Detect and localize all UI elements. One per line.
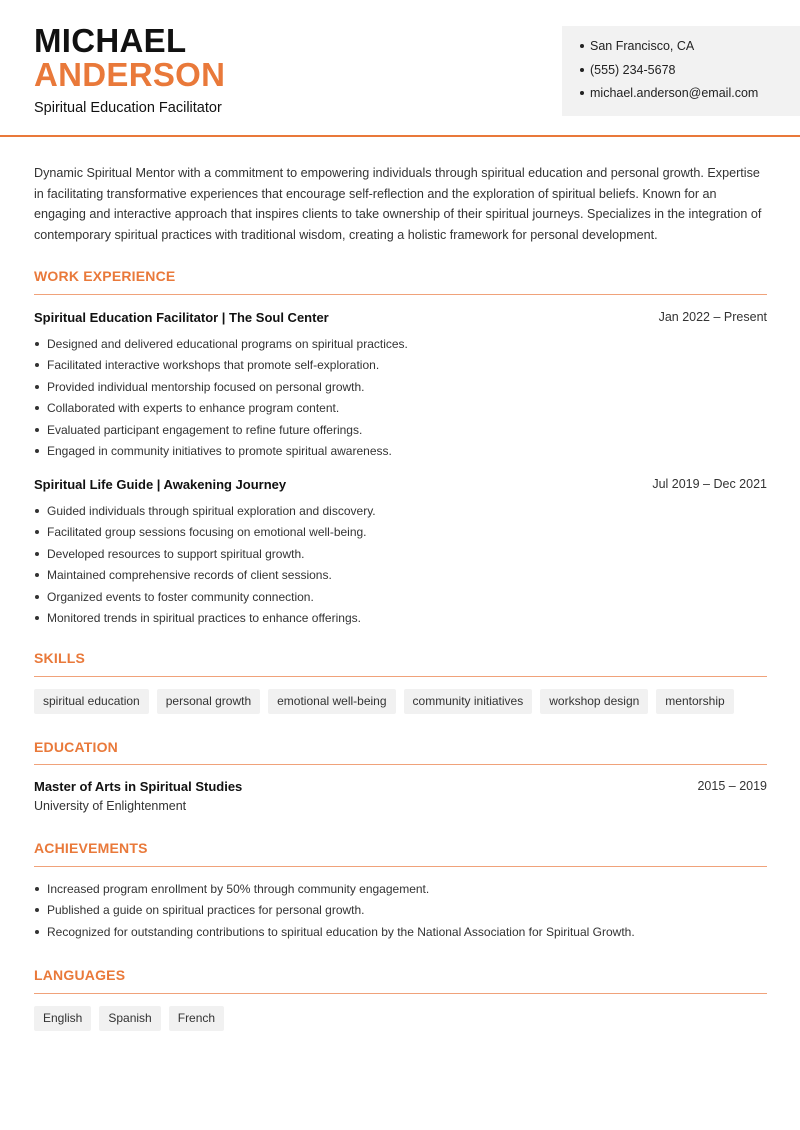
skill-tag: mentorship xyxy=(656,689,733,714)
achievement-bullets xyxy=(34,881,635,945)
list-item: Recognized for outstanding contributions to spiritual education by the National Association for Spiritual Growth. xyxy=(34,924,635,945)
list-item: Published a guide on spiritual practices for personal growth. xyxy=(34,902,635,923)
skill-tag: community initiatives xyxy=(404,689,533,714)
list-item: Maintained comprehensive records of client sessions. xyxy=(34,567,376,588)
list-item: Increased program enrollment by 50% through community engagement. xyxy=(34,881,635,902)
job-dates: Jul 2019 – Dec 2021 xyxy=(652,477,767,491)
resume-header xyxy=(0,0,800,137)
job-role: Spiritual Education Facilitator | The Soul Center xyxy=(34,310,329,325)
contact-box xyxy=(562,26,800,116)
education-school: University of Enlightenment xyxy=(34,799,187,813)
list-item: Provided individual mentorship focused on personal growth. xyxy=(34,379,408,400)
education-dates: 2015 – 2019 xyxy=(697,779,767,793)
language-tag: English xyxy=(34,1006,91,1031)
last-name: ANDERSON xyxy=(34,56,226,93)
section-divider xyxy=(34,676,767,677)
contact-list xyxy=(580,38,800,109)
contact-email: michael.anderson@email.com xyxy=(580,85,800,109)
skill-tag: personal growth xyxy=(157,689,260,714)
list-item: Evaluated participant engagement to refine future offerings. xyxy=(34,422,408,443)
list-item: Designed and delivered educational programs on spiritual practices. xyxy=(34,336,408,357)
skills-tags xyxy=(34,689,734,714)
job-dates: Jan 2022 – Present xyxy=(658,310,767,324)
section-title-work: WORK EXPERIENCE xyxy=(34,268,176,284)
section-divider xyxy=(34,764,767,765)
job-bullets xyxy=(34,336,408,464)
language-tag: Spanish xyxy=(99,1006,160,1031)
profile-summary: Dynamic Spiritual Mentor with a commitment to empowering individuals through spiritual education and personal growth. Expertise in facilitating transformative experiences that encourage self-reflection and the exploration of spiritual beliefs. Known for an engaging and interactive approach that inspires clients to take ownership of their spiritual journeys. Specializes in the integration of contemporary spiritual practices with traditional wisdom, creating a holistic framework for personal development. xyxy=(34,166,762,242)
section-divider xyxy=(34,294,767,295)
education-degree: Master of Arts in Spiritual Studies xyxy=(34,779,243,794)
skill-tag: workshop design xyxy=(540,689,648,714)
section-title-skills: SKILLS xyxy=(34,650,85,666)
first-name: MICHAEL xyxy=(34,22,187,59)
job-title: Spiritual Education Facilitator xyxy=(34,100,222,116)
list-item: Monitored trends in spiritual practices to enhance offerings. xyxy=(34,610,376,631)
skill-tag: emotional well-being xyxy=(268,689,395,714)
list-item: Organized events to foster community connection. xyxy=(34,589,376,610)
job-role: Spiritual Life Guide | Awakening Journey xyxy=(34,477,287,492)
skill-tag: spiritual education xyxy=(34,689,149,714)
section-title-languages: LANGUAGES xyxy=(34,967,126,983)
language-tags xyxy=(34,1006,224,1031)
contact-phone: (555) 234-5678 xyxy=(580,62,800,86)
list-item: Facilitated interactive workshops that promote self-exploration. xyxy=(34,357,408,378)
job-header xyxy=(34,477,767,495)
language-tag: French xyxy=(169,1006,224,1031)
list-item: Guided individuals through spiritual exploration and discovery. xyxy=(34,503,376,524)
section-divider xyxy=(34,993,767,994)
section-title-education: EDUCATION xyxy=(34,739,118,755)
section-title-achievements: ACHIEVEMENTS xyxy=(34,840,148,856)
contact-location: San Francisco, CA xyxy=(580,38,800,62)
section-divider xyxy=(34,866,767,867)
list-item: Facilitated group sessions focusing on emotional well-being. xyxy=(34,524,376,545)
job-bullets xyxy=(34,503,376,631)
job-header xyxy=(34,310,767,328)
list-item: Collaborated with experts to enhance program content. xyxy=(34,400,408,421)
list-item: Engaged in community initiatives to promote spiritual awareness. xyxy=(34,443,408,464)
list-item: Developed resources to support spiritual growth. xyxy=(34,546,376,567)
